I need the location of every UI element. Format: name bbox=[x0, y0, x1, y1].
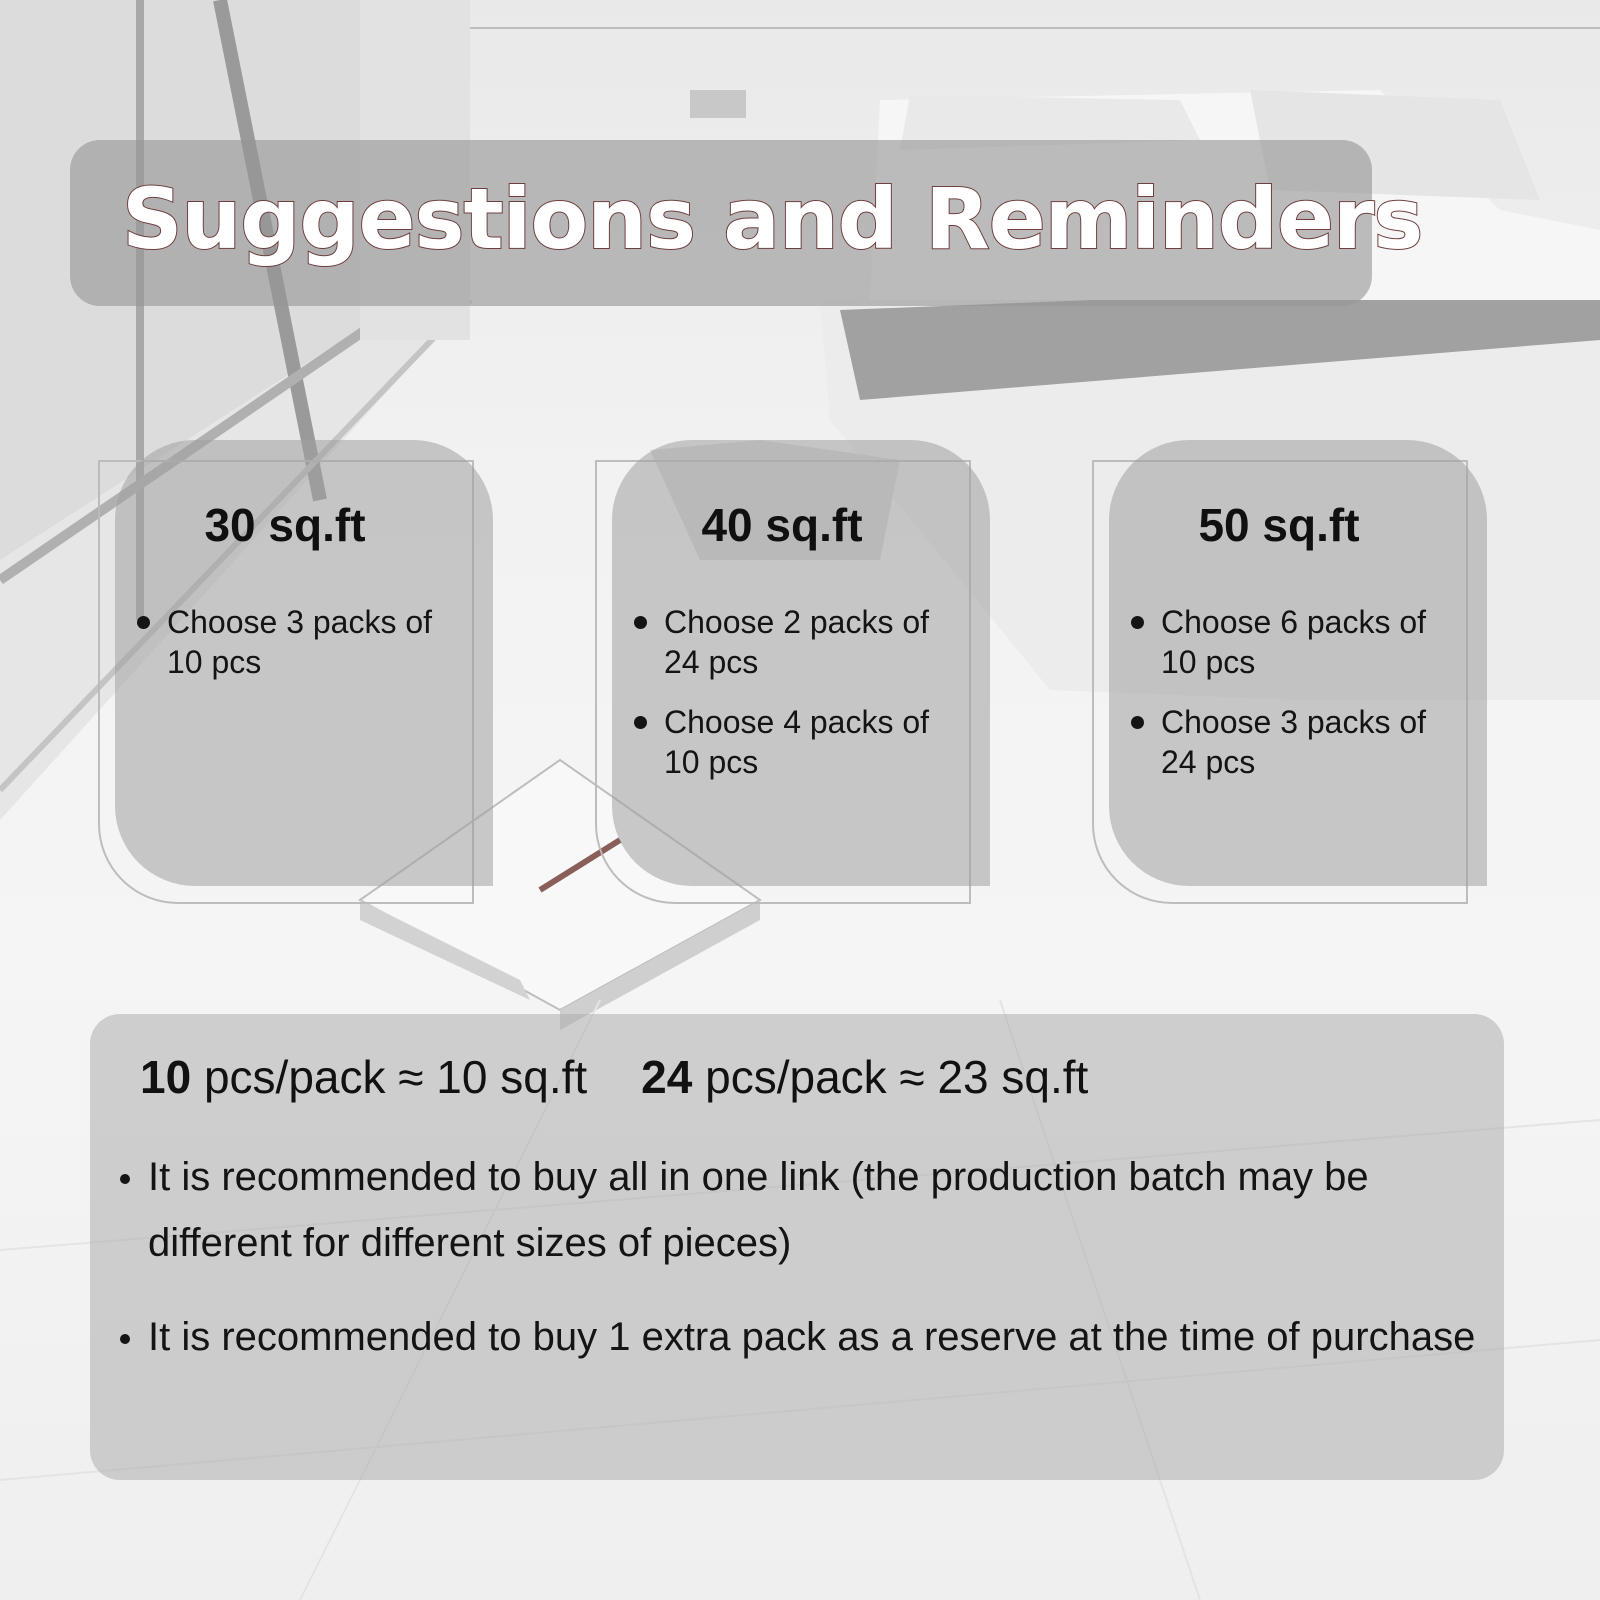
pack-ratio-text: pcs/pack ≈ 23 sq.ft bbox=[692, 1051, 1089, 1103]
bullet-icon bbox=[1131, 716, 1144, 729]
card-suggestion-text: Choose 6 packs of 10 pcs bbox=[1161, 604, 1427, 680]
title-banner bbox=[70, 140, 1423, 306]
reminders-panel bbox=[90, 1014, 1504, 1480]
pack-ratio-row bbox=[140, 1050, 1088, 1104]
card-suggestion-item bbox=[1131, 602, 1466, 682]
card-suggestion-item bbox=[137, 602, 472, 682]
pack-count: 10 bbox=[140, 1051, 192, 1103]
bullet-icon bbox=[634, 616, 647, 629]
card-50-sqft bbox=[1109, 440, 1487, 886]
page-title: Suggestions and Reminders bbox=[122, 170, 1423, 268]
card-heading: 50 sq.ft bbox=[1198, 499, 1360, 551]
pack-count: 24 bbox=[641, 1051, 693, 1103]
reminder-text: It is recommended to buy all in one link (the production batch may be different for different sizes of pieces) bbox=[148, 1155, 1369, 1265]
bullet-icon bbox=[120, 1334, 130, 1344]
bullet-icon bbox=[120, 1174, 130, 1184]
card-suggestion-list bbox=[634, 602, 969, 802]
card-suggestion-item bbox=[634, 702, 969, 782]
card-suggestion-item bbox=[1131, 702, 1466, 782]
pack-ratio-10 bbox=[140, 1051, 587, 1103]
card-heading: 40 sq.ft bbox=[701, 499, 863, 551]
card-40-sqft bbox=[612, 440, 990, 886]
pack-ratio-text: pcs/pack ≈ 10 sq.ft bbox=[191, 1051, 588, 1103]
card-suggestion-list bbox=[137, 602, 472, 702]
bullet-icon bbox=[1131, 616, 1144, 629]
card-suggestion-text: Choose 4 packs of 10 pcs bbox=[664, 704, 930, 780]
card-heading: 30 sq.ft bbox=[204, 499, 366, 551]
card-30-sqft bbox=[115, 440, 493, 886]
reminder-item bbox=[118, 1304, 1478, 1370]
card-suggestion-text: Choose 2 packs of 24 pcs bbox=[664, 604, 930, 680]
pack-ratio-24 bbox=[641, 1051, 1088, 1103]
reminder-text: It is recommended to buy 1 extra pack as a reserve at the time of purchase bbox=[148, 1315, 1476, 1359]
card-suggestion-list bbox=[1131, 602, 1466, 802]
bullet-icon bbox=[137, 616, 150, 629]
card-suggestion-item bbox=[634, 602, 969, 682]
card-suggestion-text: Choose 3 packs of 24 pcs bbox=[1161, 704, 1427, 780]
bullet-icon bbox=[634, 716, 647, 729]
reminder-list bbox=[118, 1144, 1478, 1398]
reminder-item bbox=[118, 1144, 1478, 1276]
card-suggestion-text: Choose 3 packs of 10 pcs bbox=[167, 604, 433, 680]
